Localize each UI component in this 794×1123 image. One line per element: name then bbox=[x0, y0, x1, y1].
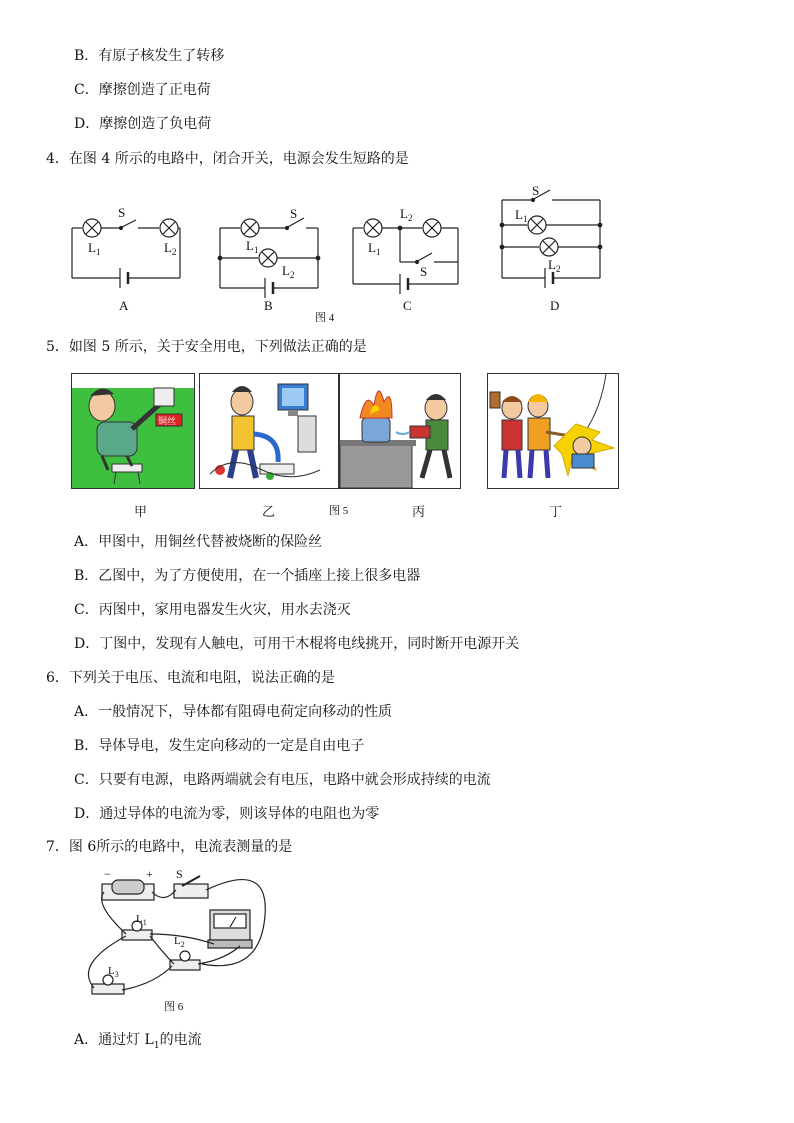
q3-option-b: B．有原子核发生了转移 bbox=[74, 48, 225, 64]
picture-ding bbox=[487, 373, 619, 489]
circuit-c-label: C bbox=[403, 298, 412, 313]
picture-yi bbox=[199, 373, 339, 489]
circuit-a-lamp1-label: $L_1$ bbox=[88, 240, 101, 257]
circuit-b-label: B bbox=[264, 298, 273, 313]
q5-option-c: C．丙图中，家用电器发生火灾，用水去浇灭 bbox=[74, 602, 351, 618]
picture-label-jia: 甲 bbox=[134, 504, 148, 519]
q7-switch-label: S bbox=[176, 867, 183, 881]
picture-bing bbox=[339, 373, 461, 489]
q4-figure bbox=[60, 180, 620, 330]
lamp-l3-label: $L_3$ bbox=[108, 965, 119, 979]
battery-plus-label: + bbox=[146, 867, 153, 881]
circuit-b-lamp2-label: $L_2$ bbox=[282, 263, 295, 280]
q6-option-a: A．一般情况下，导体都有阻碍电荷定向移动的性质 bbox=[74, 704, 393, 720]
q3-option-d: D．摩擦创造了负电荷 bbox=[74, 116, 212, 132]
circuit-c bbox=[353, 219, 458, 294]
circuit-c-switch-label: S bbox=[420, 264, 428, 279]
circuit-c-lamp1-label: $L_1$ bbox=[368, 240, 381, 257]
circuit-b-switch-label: S bbox=[290, 206, 298, 221]
picture-label-bing: 丙 bbox=[412, 504, 426, 519]
picture-label-yi: 乙 bbox=[262, 504, 276, 519]
q6-option-d: D．通过导体的电流为零，则该导体的电阻也为零 bbox=[74, 806, 380, 822]
circuit-d-lamp1-label: $L_1$ bbox=[515, 207, 528, 224]
q5-stem: 5．如图 5 所示，关于安全用电，下列做法正确的是 bbox=[46, 339, 367, 355]
q7-option-a: A．通过灯 $L_1$的电流 bbox=[74, 1032, 202, 1051]
copper-wire-tag: 铜丝 bbox=[158, 416, 177, 426]
battery-minus-label: − bbox=[104, 867, 111, 881]
circuit-b-lamp1-label: $L_1$ bbox=[246, 238, 259, 255]
q7-circuit-figure bbox=[64, 864, 294, 1014]
figure-6-caption: 图 6 bbox=[164, 1001, 184, 1013]
circuit-d-label: D bbox=[550, 298, 560, 313]
circuit-c-lamp2-label: $L_2$ bbox=[400, 206, 413, 223]
q3-option-c: C．摩擦创造了正电荷 bbox=[74, 82, 211, 98]
circuit-a-lamp2-label: $L_2$ bbox=[164, 240, 177, 257]
q5-option-a: A．甲图中，用铜丝代替被烧断的保险丝 bbox=[74, 534, 323, 550]
figure-5-caption: 图 5 bbox=[329, 505, 349, 517]
q5-option-d: D．丁图中，发现有人触电，可用干木棍将电线挑开，同时断开电源开关 bbox=[74, 636, 520, 652]
figure-4-caption: 图 4 bbox=[315, 312, 335, 324]
circuit-d bbox=[500, 190, 602, 288]
q6-stem: 6．下列关于电压、电流和电阻，说法正确的是 bbox=[46, 670, 335, 686]
circuit-d-lamp2-label: $L_2$ bbox=[548, 257, 561, 274]
circuit-a-label: A bbox=[119, 298, 129, 313]
q6-option-c: C．只要有电源，电路两端就会有电压，电路中就会形成持续的电流 bbox=[74, 772, 491, 788]
q6-option-b: B．导体导电，发生定向移动的一定是自由电子 bbox=[74, 738, 365, 754]
circuit-b bbox=[218, 218, 320, 298]
circuit-a-switch-label: S bbox=[118, 205, 126, 220]
q7-stem: 7．图 6所示的电路中，电流表测量的是 bbox=[46, 839, 293, 855]
lamp-l2-label: $L_2$ bbox=[174, 935, 185, 949]
q4-stem: 4．在图 4 所示的电路中，闭合开关，电源会发生短路的是 bbox=[46, 151, 409, 167]
lamp-l1-label: $L_1$ bbox=[136, 913, 147, 927]
q5-option-b: B．乙图中，为了方便使用，在一个插座上接上很多电器 bbox=[74, 568, 421, 584]
circuit-d-switch-label: S bbox=[532, 183, 540, 198]
picture-label-ding: 丁 bbox=[549, 504, 563, 519]
picture-jia bbox=[71, 373, 195, 489]
